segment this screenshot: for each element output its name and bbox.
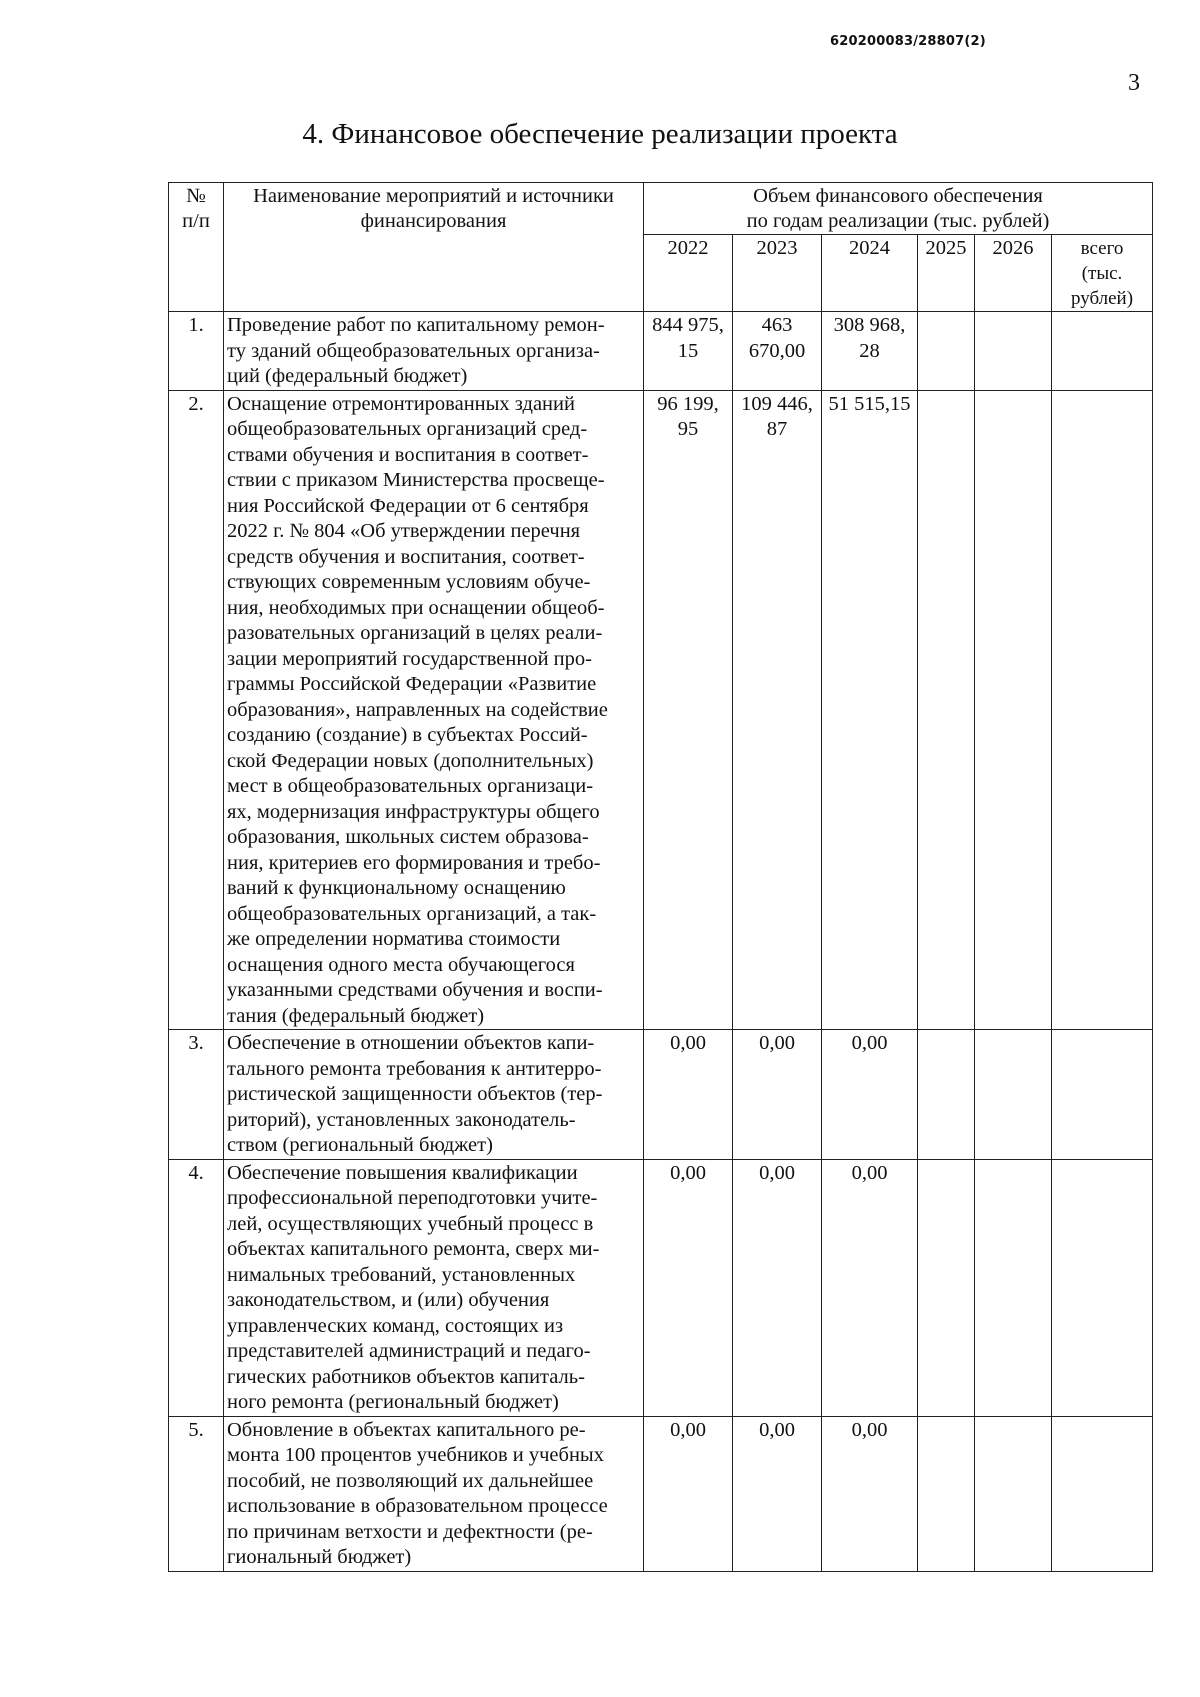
activity-name: Оснащение отремонтированных зданий общеобразовательных организаций сред- ствами обучения и воспитания в соответ- ствии с приказом Министерства просвеще- ния Российской Федерации от 6 сентября 2022 г. № 804 «Об утверждении перечня средств обучения и воспитания, соответ- ствующих современным условиям обуче- ния, необходимых при оснащении общеоб- разовательных организаций в целях реали- зации мероприятий государственной про- граммы Российской Федерации «Развитие образования», направленных на содействие созданию (создание) в субъектах Россий- ской Федерации новых (дополнительных) мест в общеобразовательных организаци- ях, модернизация инфраструктуры общего образования, школьных систем образова- ния, критериев его формирования и требо- ваний к функциональному оснащению общеобразовательных организаций, а так- же определении норматива стоимости оснащения одного места обучающегося указанными средствами обучения и воспи- тания (федеральный бюджет) (224, 390, 644, 1030)
header-row (169, 183, 1153, 235)
amount-total (1052, 1416, 1153, 1571)
amount-2024: 0,00 (822, 1030, 918, 1160)
amount-2025 (918, 1030, 975, 1160)
amount-2023: 0,00 (733, 1030, 822, 1160)
amount-2025 (918, 1416, 975, 1571)
amount-2025 (918, 1159, 975, 1416)
col-name-header: Наименование мероприятий и источники финансирования (224, 183, 644, 312)
amount-2026 (975, 1159, 1052, 1416)
table-body (169, 183, 1153, 1572)
col-num-header: № п/п (169, 183, 224, 312)
amount-total (1052, 390, 1153, 1030)
amount-2023: 463 670,00 (733, 312, 822, 391)
document-id: 620200083/28807(2) (830, 34, 986, 49)
total-header: всего (тыс. рублей) (1052, 235, 1153, 312)
financing-table (168, 182, 1153, 1572)
row-number: 2. (169, 390, 224, 1030)
amount-2024: 308 968, 28 (822, 312, 918, 391)
amount-2022: 0,00 (644, 1159, 733, 1416)
row-number: 1. (169, 312, 224, 391)
year-header-2022: 2022 (644, 235, 733, 312)
activity-name: Обеспечение в отношении объектов капи- тального ремонта требования к антитерро- ристической защищенности объектов (тер- риторий), установленных законодатель- ством (региональный бюджет) (224, 1030, 644, 1160)
amount-2026 (975, 390, 1052, 1030)
amount-2022: 844 975, 15 (644, 312, 733, 391)
year-header-2024: 2024 (822, 235, 918, 312)
table-row (169, 1416, 1153, 1571)
amount-2022: 0,00 (644, 1030, 733, 1160)
amount-2024: 51 515,15 (822, 390, 918, 1030)
activity-name: Обновление в объектах капитального ре- монта 100 процентов учебников и учебных пособий, не позволяющий их дальнейшее использование в образовательном процессе по причинам ветхости и дефектности (ре- гиональный бюджет) (224, 1416, 644, 1571)
table-row (169, 1159, 1153, 1416)
page-number: 3 (1128, 70, 1140, 96)
table-row (169, 312, 1153, 391)
year-header-2023: 2023 (733, 235, 822, 312)
activity-name: Обеспечение повышения квалификации профессиональной переподготовки учите- лей, осуществляющих учебный процесс в объектах капитального ремонта, сверх ми- нимальных требований, установленных законодательством, и (или) обучения управленческих команд, состоящих из представителей администраций и педаго- гических работников объектов капиталь- ного ремонта (региональный бюджет) (224, 1159, 644, 1416)
amount-total (1052, 1159, 1153, 1416)
amount-2025 (918, 312, 975, 391)
amount-2026 (975, 1030, 1052, 1160)
row-number: 3. (169, 1030, 224, 1160)
year-header-2026: 2026 (975, 235, 1052, 312)
activity-name: Проведение работ по капитальному ремон- ту зданий общеобразовательных организа- ций (федеральный бюджет) (224, 312, 644, 391)
amount-2026 (975, 1416, 1052, 1571)
amount-2022: 0,00 (644, 1416, 733, 1571)
amount-2024: 0,00 (822, 1416, 918, 1571)
row-number: 5. (169, 1416, 224, 1571)
row-number: 4. (169, 1159, 224, 1416)
amount-2023: 0,00 (733, 1159, 822, 1416)
amount-total (1052, 312, 1153, 391)
amount-2025 (918, 390, 975, 1030)
section-title: 4. Финансовое обеспечение реализации проекта (302, 118, 898, 150)
funding-group-header: Объем финансового обеспечения по годам реализации (тыс. рублей) (644, 183, 1153, 235)
amount-2023: 109 446, 87 (733, 390, 822, 1030)
amount-2023: 0,00 (733, 1416, 822, 1571)
table-row (169, 390, 1153, 1030)
year-header-2025: 2025 (918, 235, 975, 312)
table-row (169, 1030, 1153, 1160)
amount-2026 (975, 312, 1052, 391)
amount-total (1052, 1030, 1153, 1160)
amount-2024: 0,00 (822, 1159, 918, 1416)
amount-2022: 96 199, 95 (644, 390, 733, 1030)
